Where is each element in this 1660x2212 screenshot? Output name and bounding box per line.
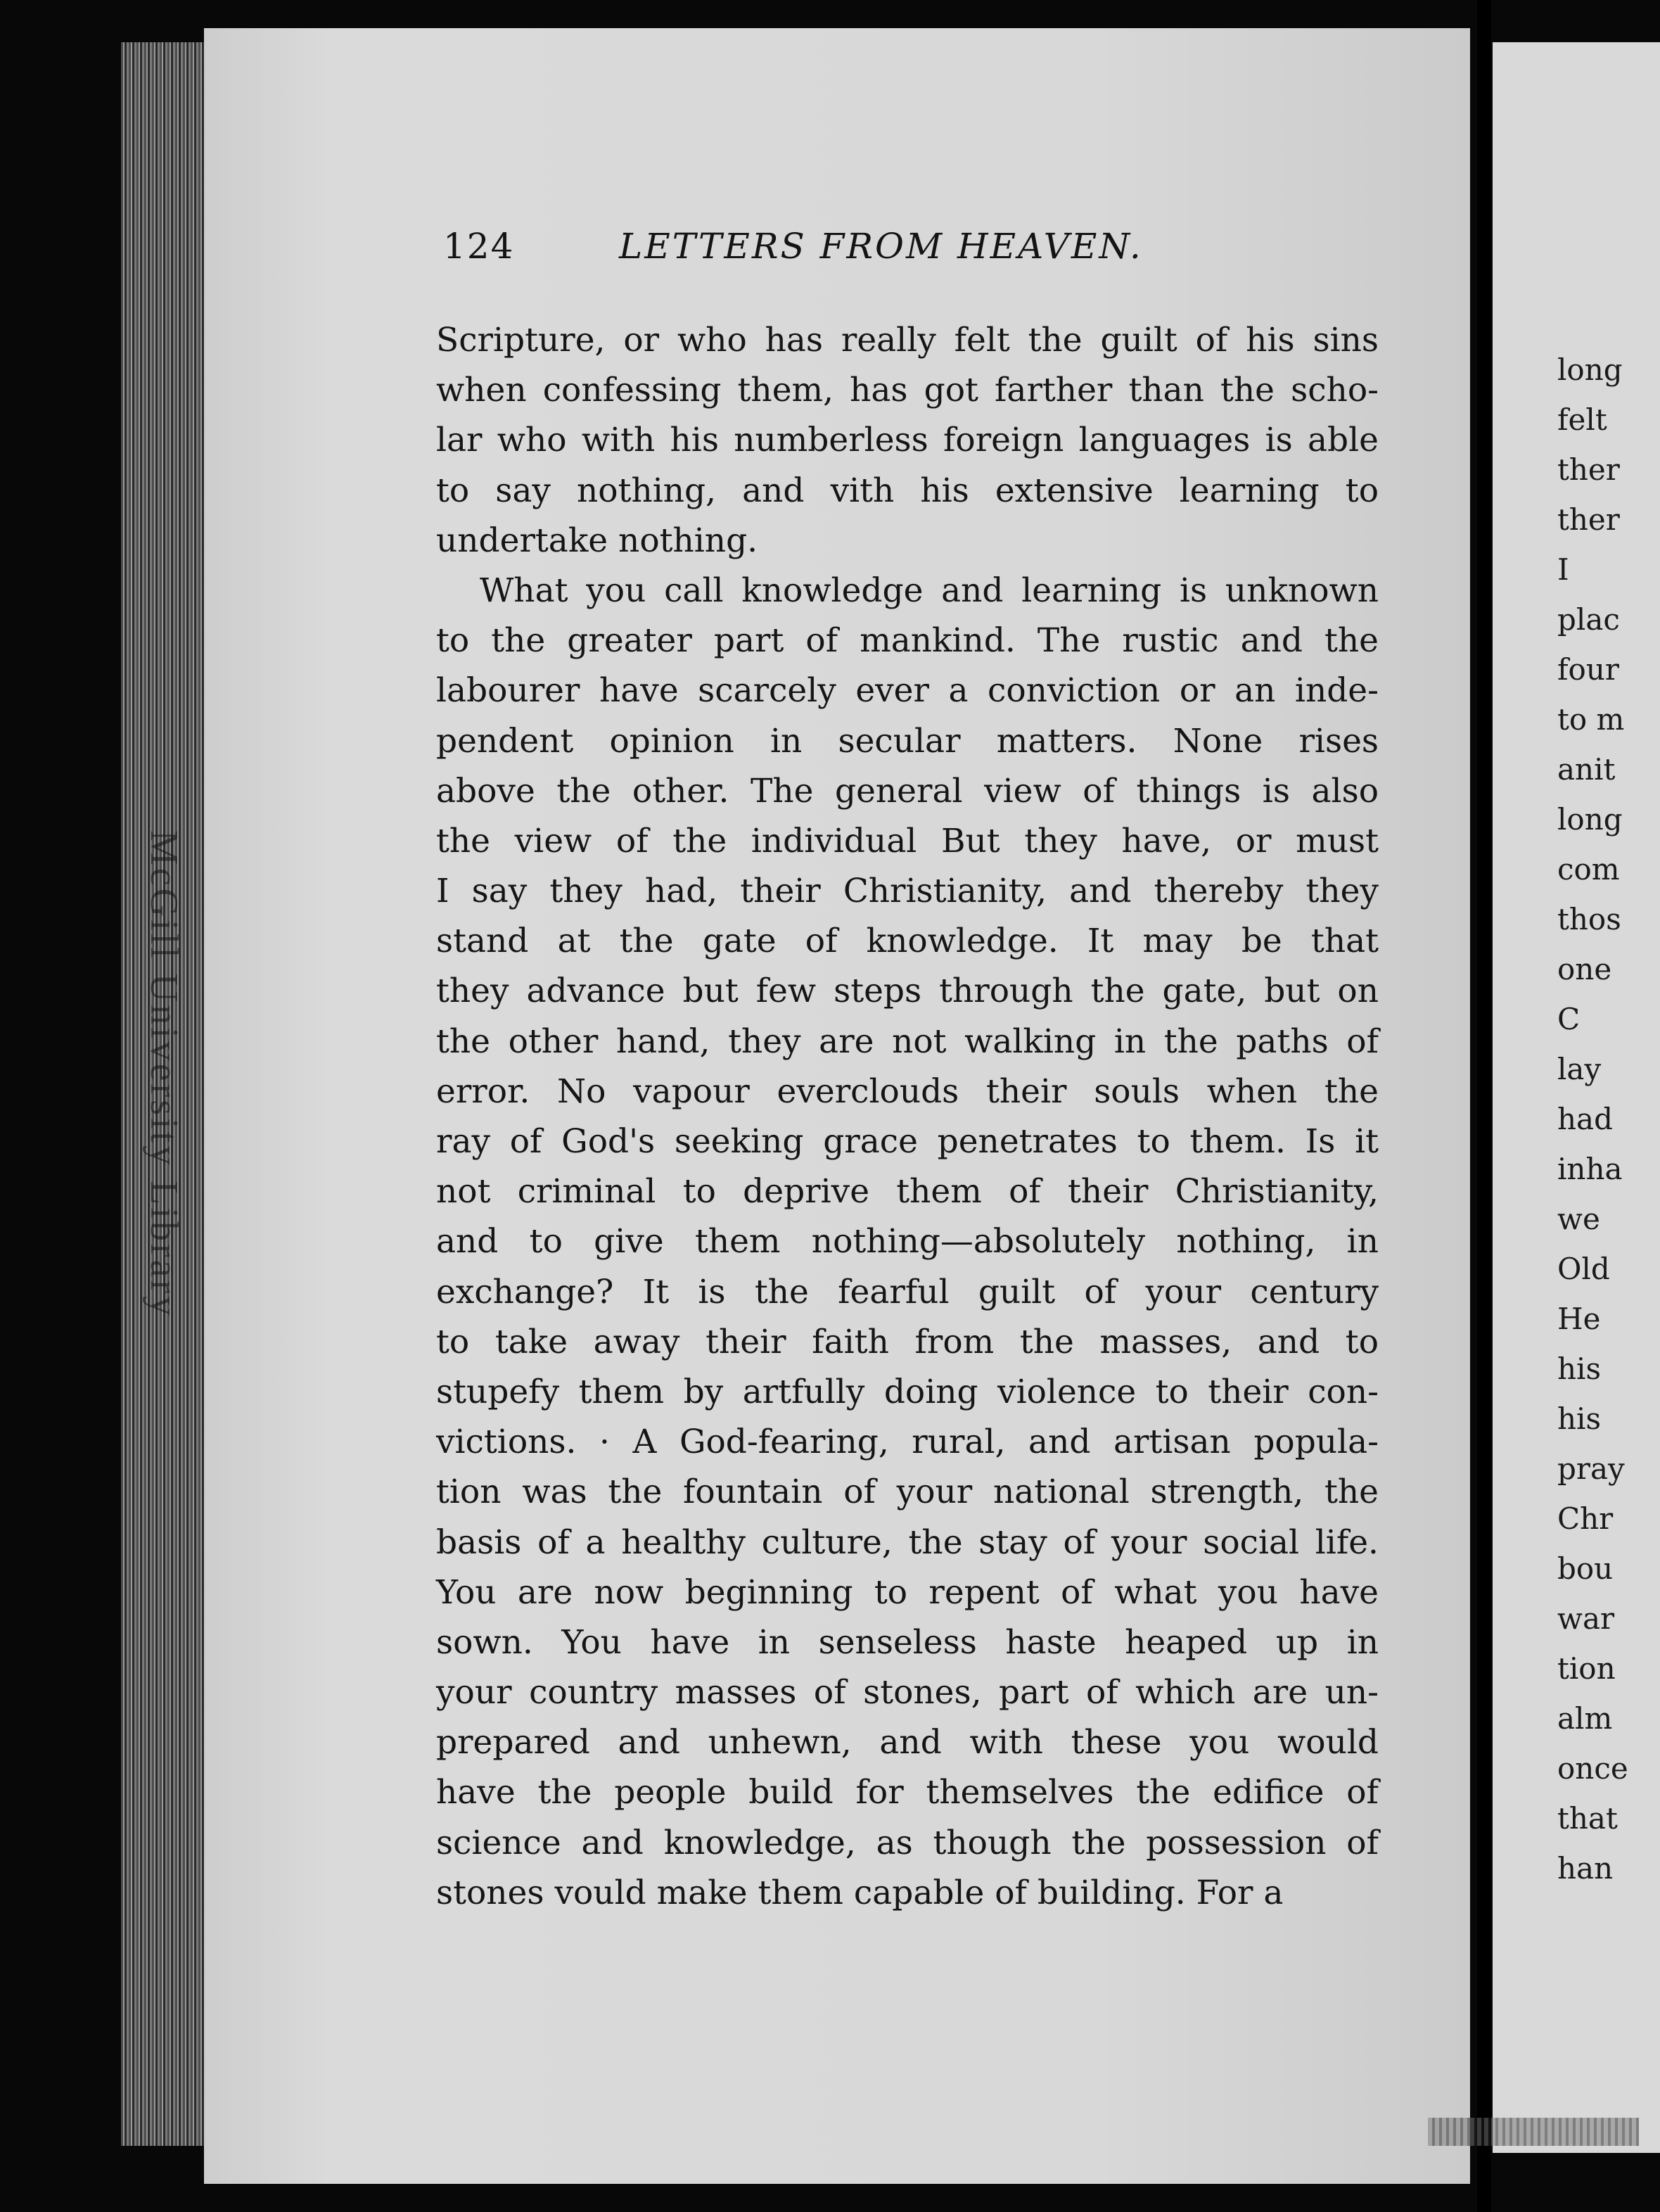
facing-text-fragment: war	[1557, 1601, 1615, 1636]
text-line: they advance but few steps through the gate, but on	[436, 972, 1379, 1011]
text-line: science and knowledge, as though the possession of	[436, 1823, 1379, 1862]
running-title: LETTERS FROM HEAVEN.	[619, 226, 1143, 267]
facing-text-fragment: to m	[1557, 702, 1625, 737]
text-line: You are now beginning to repent of what you have	[436, 1572, 1379, 1612]
facing-text-fragment: plac	[1557, 602, 1620, 637]
facing-text-fragment: bou	[1557, 1551, 1614, 1586]
text-line: What you call knowledge and learning is unknown	[480, 571, 1379, 610]
facing-text-fragment: alm	[1557, 1701, 1613, 1736]
facing-text-fragment: lay	[1557, 1052, 1602, 1086]
facing-text-fragment: long	[1557, 802, 1623, 837]
text-line: and to give them nothing—absolutely nothing, in	[436, 1222, 1379, 1261]
facing-text-fragment: com	[1557, 852, 1620, 886]
facing-text-fragment: one	[1557, 952, 1612, 986]
facing-text-fragment: long	[1557, 352, 1623, 387]
facing-text-fragment: felt	[1557, 402, 1607, 437]
text-line: error. No vapour everclouds their souls when the	[436, 1072, 1379, 1111]
facing-text-fragment: four	[1557, 652, 1619, 687]
text-line: labourer have scarcely ever a conviction or an inde-	[436, 671, 1379, 711]
text-line: stones vould make them capable of building. For a	[436, 1873, 1284, 1912]
text-line: tion was the fountain of your national strength, the	[436, 1473, 1379, 1512]
facing-text-fragment: pray	[1557, 1451, 1625, 1486]
facing-text-fragment: we	[1557, 1202, 1600, 1236]
facing-text-fragment: Chr	[1557, 1501, 1614, 1536]
facing-text-fragment: ther	[1557, 502, 1620, 537]
facing-text-fragment: ther	[1557, 452, 1620, 487]
facing-page-fragment	[1493, 42, 1660, 2153]
text-line: above the other. The general view of things is also	[436, 771, 1379, 811]
text-line: to the greater part of mankind. The rustic and the	[436, 621, 1379, 661]
facing-text-fragment: I	[1557, 552, 1569, 587]
text-line: I say they had, their Christianity, and thereby they	[436, 872, 1379, 911]
facing-text-fragment: once	[1557, 1751, 1628, 1786]
text-line: your country masses of stones, part of which are un-	[436, 1673, 1379, 1712]
text-line: lar who with his numberless foreign languages is able	[436, 421, 1379, 460]
text-line: stand at the gate of knowledge. It may be that	[436, 922, 1379, 961]
facing-page-lines	[1557, 345, 1660, 1893]
text-line: have the people build for themselves the edifice of	[436, 1773, 1379, 1812]
text-line: undertake nothing.	[436, 521, 758, 560]
text-line: the view of the individual But they have, or must	[436, 821, 1379, 860]
book-gutter	[1477, 0, 1491, 2212]
facing-text-fragment: inha	[1557, 1152, 1623, 1186]
text-line: basis of a healthy culture, the stay of your social life.	[436, 1523, 1379, 1562]
text-line: prepared and unhewn, and with these you would	[436, 1723, 1379, 1762]
text-line: the other hand, they are not walking in the paths of	[436, 1022, 1379, 1061]
facing-text-fragment: Old	[1557, 1252, 1610, 1286]
body-text	[436, 315, 1379, 1918]
facing-text-fragment: tion	[1557, 1651, 1616, 1686]
text-line: stupefy them by artfully doing violence to their con-	[436, 1372, 1379, 1411]
facing-text-fragment: his	[1557, 1352, 1602, 1386]
text-line: to take away their faith from the masses, and to	[436, 1322, 1379, 1361]
text-line: Scripture, or who has really felt the guilt of his sins	[436, 321, 1379, 360]
facing-text-fragment: He	[1557, 1302, 1601, 1336]
scan-edge-artifact	[1428, 2118, 1639, 2146]
facing-text-fragment: han	[1557, 1851, 1614, 1886]
page-header	[443, 218, 1379, 274]
library-edge-stamp: McGill University Library	[142, 830, 186, 1319]
facing-text-fragment: his	[1557, 1401, 1602, 1436]
text-line: ray of God's seeking grace penetrates to them. Is it	[436, 1122, 1379, 1161]
text-line: exchange? It is the fearful guilt of your century	[436, 1272, 1379, 1311]
facing-text-fragment: that	[1557, 1801, 1618, 1836]
text-line: to say nothing, and vith his extensive learning to	[436, 471, 1379, 510]
text-line: sown. You have in senseless haste heaped up in	[436, 1622, 1379, 1662]
text-line: when confessing them, has got farther than the scho-	[436, 371, 1379, 410]
facing-text-fragment: anit	[1557, 752, 1616, 787]
text-line: victions. · A God-fearing, rural, and artisan popula-	[436, 1423, 1379, 1462]
facing-text-fragment: had	[1557, 1102, 1613, 1136]
text-line: not criminal to deprive them of their Christianity,	[436, 1172, 1379, 1212]
facing-text-fragment: thos	[1557, 902, 1621, 936]
text-line: pendent opinion in secular matters. None rises	[436, 721, 1379, 761]
page-number: 124	[443, 226, 515, 267]
facing-text-fragment: C	[1557, 1002, 1581, 1036]
